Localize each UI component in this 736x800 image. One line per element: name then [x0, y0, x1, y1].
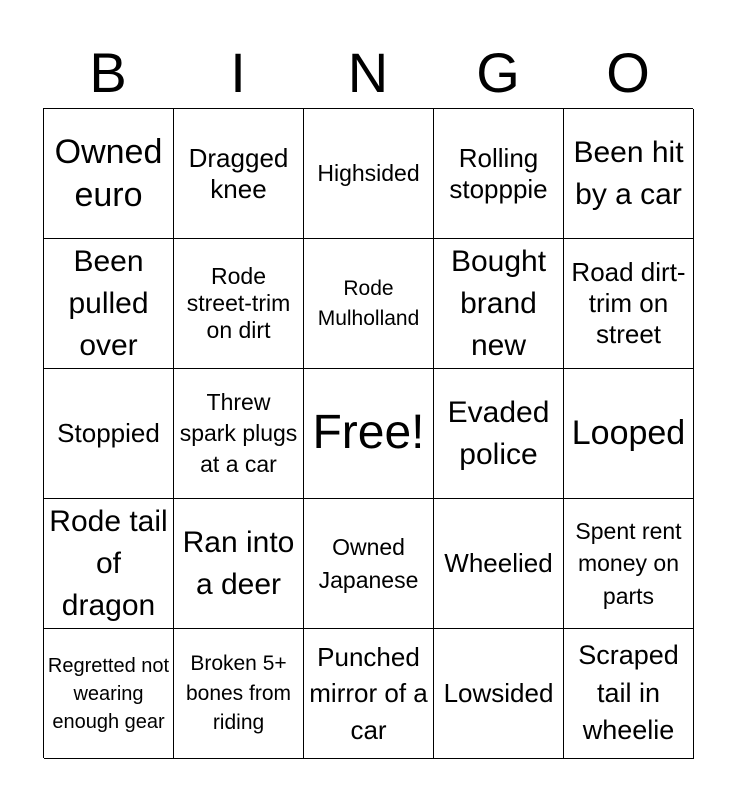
- cell-label: Regretted not wearing enough gear: [47, 654, 170, 733]
- bingo-cell[interactable]: [304, 109, 434, 239]
- bingo-cell[interactable]: [174, 369, 304, 499]
- cell-label: Rode street-trim on dirt: [186, 262, 291, 344]
- cell-label: Been pulled over: [68, 244, 149, 362]
- bingo-cell[interactable]: [434, 629, 564, 759]
- free-space[interactable]: [304, 369, 434, 499]
- bingo-cell[interactable]: [44, 369, 174, 499]
- bingo-cell[interactable]: [174, 499, 304, 629]
- bingo-cell[interactable]: [44, 109, 174, 239]
- bingo-cell[interactable]: [434, 499, 564, 629]
- bingo-cell[interactable]: [174, 239, 304, 369]
- bingo-cell[interactable]: [434, 239, 564, 369]
- cell-label: Dragged knee: [188, 142, 289, 204]
- bingo-cell[interactable]: [304, 629, 434, 759]
- bingo-cell[interactable]: [434, 369, 564, 499]
- cell-label: Free!: [312, 406, 425, 460]
- header-letter-g: G: [476, 41, 520, 104]
- bingo-cell[interactable]: [174, 109, 304, 239]
- cell-label: Looped: [571, 414, 686, 453]
- bingo-cell[interactable]: [44, 499, 174, 629]
- bingo-cell[interactable]: [564, 499, 694, 629]
- bingo-board: [43, 108, 693, 758]
- cell-label: Owned Japanese: [318, 534, 419, 593]
- cell-label: Threw spark plugs at a car: [179, 388, 298, 478]
- header-letter-n: N: [347, 41, 389, 104]
- cell-label: Wheelied: [444, 548, 553, 579]
- cell-label: Road dirt-trim on street: [571, 257, 686, 349]
- bingo-cell[interactable]: [564, 369, 694, 499]
- bingo-cell[interactable]: [564, 629, 694, 759]
- cell-label: Stoppied: [57, 418, 160, 449]
- header-letter-i: I: [230, 41, 246, 104]
- header-letter-b: B: [89, 41, 127, 104]
- bingo-cell[interactable]: [564, 239, 694, 369]
- cell-label: Rode Mulholland: [317, 277, 420, 330]
- cell-label: Rolling stopppie: [449, 142, 548, 204]
- cell-label: Lowsided: [443, 678, 554, 709]
- cell-label: Evaded police: [447, 395, 550, 471]
- bingo-cell[interactable]: [44, 239, 174, 369]
- bingo-cell[interactable]: [44, 629, 174, 759]
- cell-label: Bought brand new: [450, 244, 547, 362]
- cell-label: Spent rent money on parts: [575, 518, 682, 609]
- bingo-cell[interactable]: [434, 109, 564, 239]
- cell-label: Highsided: [317, 159, 420, 186]
- bingo-cell[interactable]: [564, 109, 694, 239]
- bingo-header: [43, 38, 693, 108]
- bingo-cell[interactable]: [304, 239, 434, 369]
- cell-label: Rode tail of dragon: [49, 504, 168, 622]
- bingo-cell[interactable]: [174, 629, 304, 759]
- header-letter-o: O: [606, 41, 650, 104]
- cell-label: Ran into a deer: [182, 525, 295, 601]
- cell-label: Broken 5+ bones from riding: [185, 652, 292, 735]
- bingo-cell[interactable]: [304, 499, 434, 629]
- cell-label: Owned euro: [54, 133, 163, 214]
- cell-label: Been hit by a car: [573, 135, 684, 211]
- cell-label: Scraped tail in wheelie: [578, 639, 679, 746]
- cell-label: Punched mirror of a car: [309, 641, 428, 745]
